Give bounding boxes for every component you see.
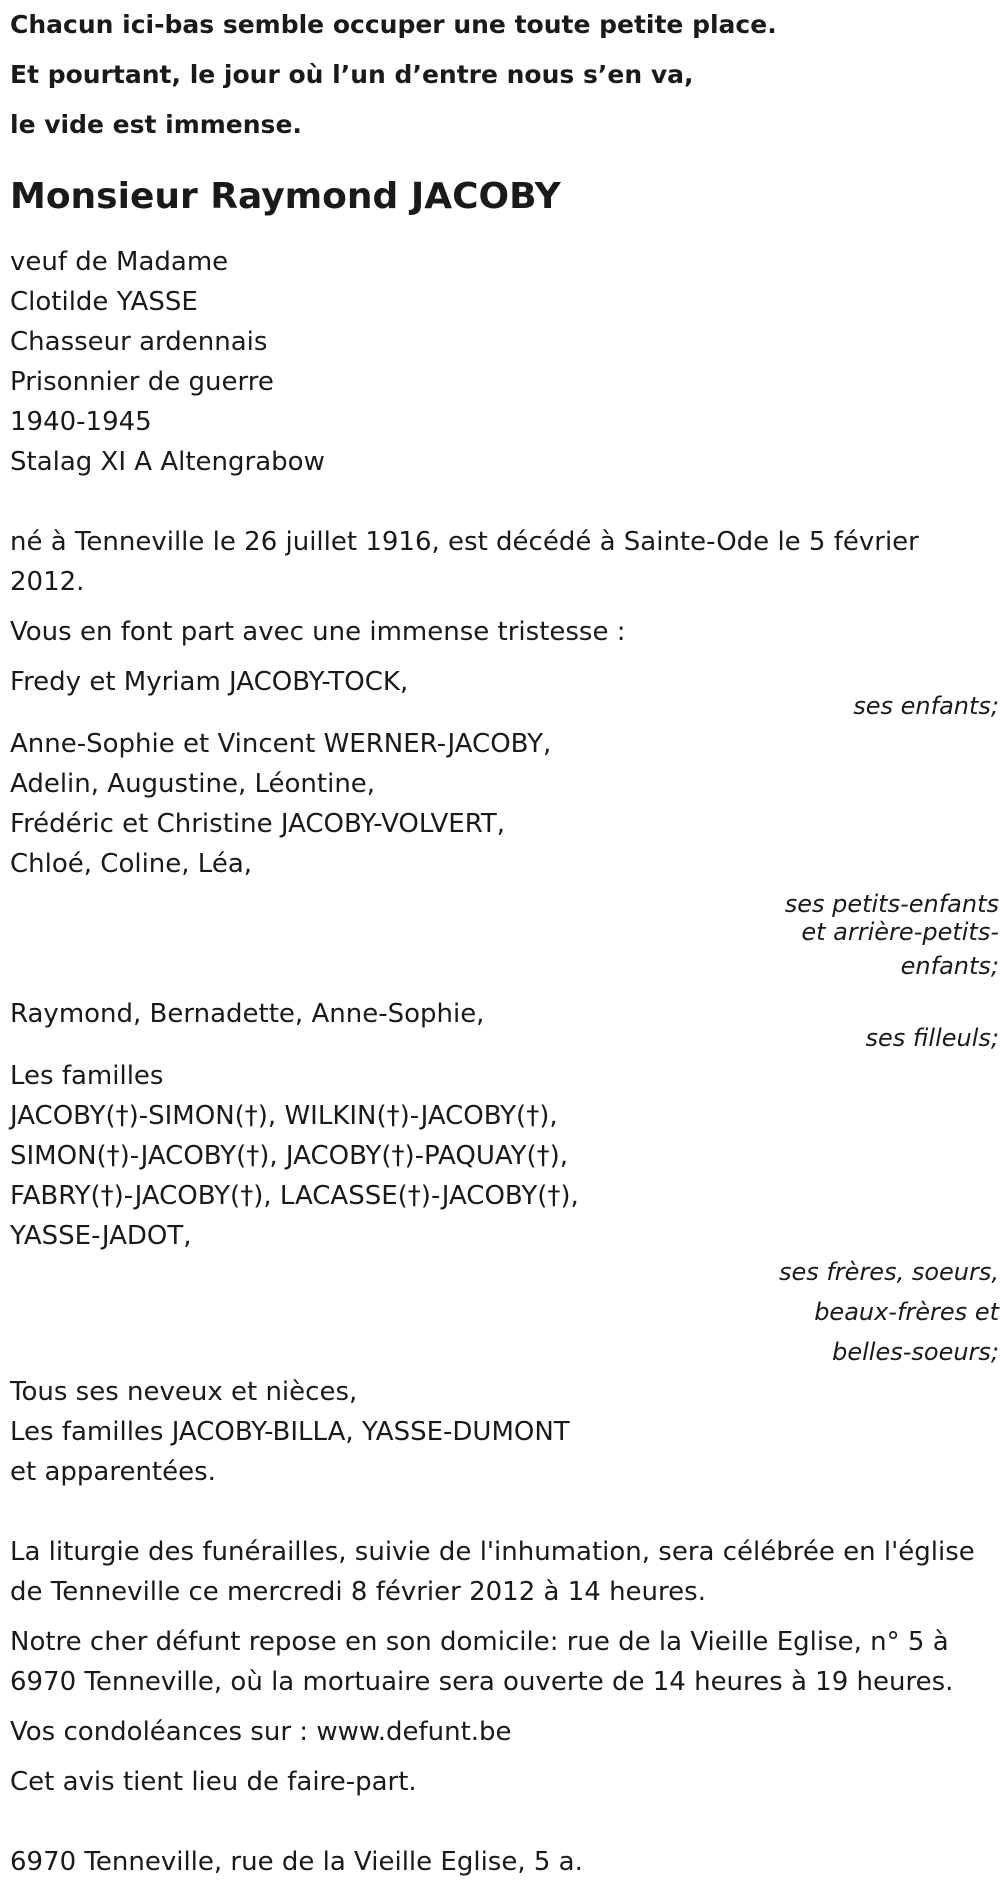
extended-families-group	[10, 1056, 999, 1372]
opening-quote	[10, 0, 990, 150]
other-relatives	[10, 1372, 990, 1492]
quote-line: Chacun ici-bas semble occuper une toute petite place.	[10, 10, 777, 39]
detail-line: Prisonnier de guerre	[10, 367, 274, 397]
detail-line: veuf de Madame	[10, 247, 229, 277]
quote-line: Et pourtant, le jour où l’un d’entre nous s’en va,	[10, 60, 694, 89]
relation-label: ses filleuls;	[865, 1024, 999, 1052]
relation-label: ses enfants;	[853, 692, 999, 720]
birth-death-statement: né à Tenneville le 26 juillet 1916, est décédé à Sainte-Ode le 5 février 2012.	[10, 527, 919, 597]
family-address: 6970 Tenneville, rue de la Vieille Eglise, 5 a.	[10, 1847, 583, 1877]
deceased-details	[10, 242, 990, 482]
detail-line: Clotilde YASSE	[10, 287, 198, 317]
relation-line: ses frères, soeurs,	[778, 1258, 999, 1286]
family-line: et apparentées.	[10, 1457, 216, 1487]
condolences-info: Vos condoléances sur : www.defunt.be	[10, 1717, 512, 1747]
relation-line: et arrière-petits-	[801, 918, 999, 946]
family-line: Frédéric et Christine JACOBY-VOLVERT,	[10, 809, 506, 839]
family-line: Adelin, Augustine, Léontine,	[10, 769, 376, 799]
family-line: Raymond, Bernadette, Anne-Sophie,	[10, 999, 485, 1029]
notice-statement: Cet avis tient lieu de faire-part.	[10, 1767, 417, 1797]
family-line: Anne-Sophie et Vincent WERNER-JACOBY,	[10, 729, 552, 759]
detail-line: Chasseur ardennais	[10, 327, 268, 357]
relation-line: enfants;	[900, 952, 999, 980]
announcement: Vous en font part avec une immense tristesse :	[10, 617, 626, 647]
relation-line: belles-soeurs;	[832, 1338, 999, 1366]
family-line: JACOBY(†)-SIMON(†), WILKIN(†)-JACOBY(†),	[10, 1101, 558, 1131]
family-line: FABRY(†)-JACOBY(†), LACASSE(†)-JACOBY(†),	[10, 1181, 579, 1211]
quote-line: le vide est immense.	[10, 110, 302, 139]
family-line: Fredy et Myriam JACOBY-TOCK,	[10, 667, 409, 697]
detail-line: Stalag XI A Altengrabow	[10, 447, 325, 477]
relation-label	[10, 1252, 1000, 1372]
visitation-info: Notre cher défunt repose en son domicile: rue de la Vieille Eglise, n° 5 à 6970 Tenneville, où la mortuaire sera ouverte de 14 heures à 19 heures.	[10, 1627, 954, 1697]
children-group	[10, 662, 999, 726]
detail-line: 1940-1945	[10, 407, 152, 437]
godchildren-group	[10, 994, 999, 1058]
deceased-name: Monsieur Raymond JACOBY	[10, 176, 561, 217]
family-line: SIMON(†)-JACOBY(†), JACOBY(†)-PAQUAY(†),	[10, 1141, 569, 1171]
family-line: Les familles JACOBY-BILLA, YASSE-DUMONT	[10, 1417, 570, 1447]
relation-line: ses petits-enfants	[784, 890, 999, 918]
relation-line: beaux-frères et	[814, 1298, 999, 1326]
funeral-info: La liturgie des funérailles, suivie de l'inhumation, sera célébrée en l'église de Tenneville ce mercredi 8 février 2012 à 14 heures.	[10, 1537, 975, 1607]
family-line: Les familles	[10, 1061, 164, 1091]
family-line: YASSE-JADOT,	[10, 1221, 192, 1251]
relation-label	[10, 890, 1000, 986]
grandchildren-group	[10, 724, 999, 986]
family-line: Chloé, Coline, Léa,	[10, 849, 253, 879]
family-line: Tous ses neveux et nièces,	[10, 1377, 358, 1407]
